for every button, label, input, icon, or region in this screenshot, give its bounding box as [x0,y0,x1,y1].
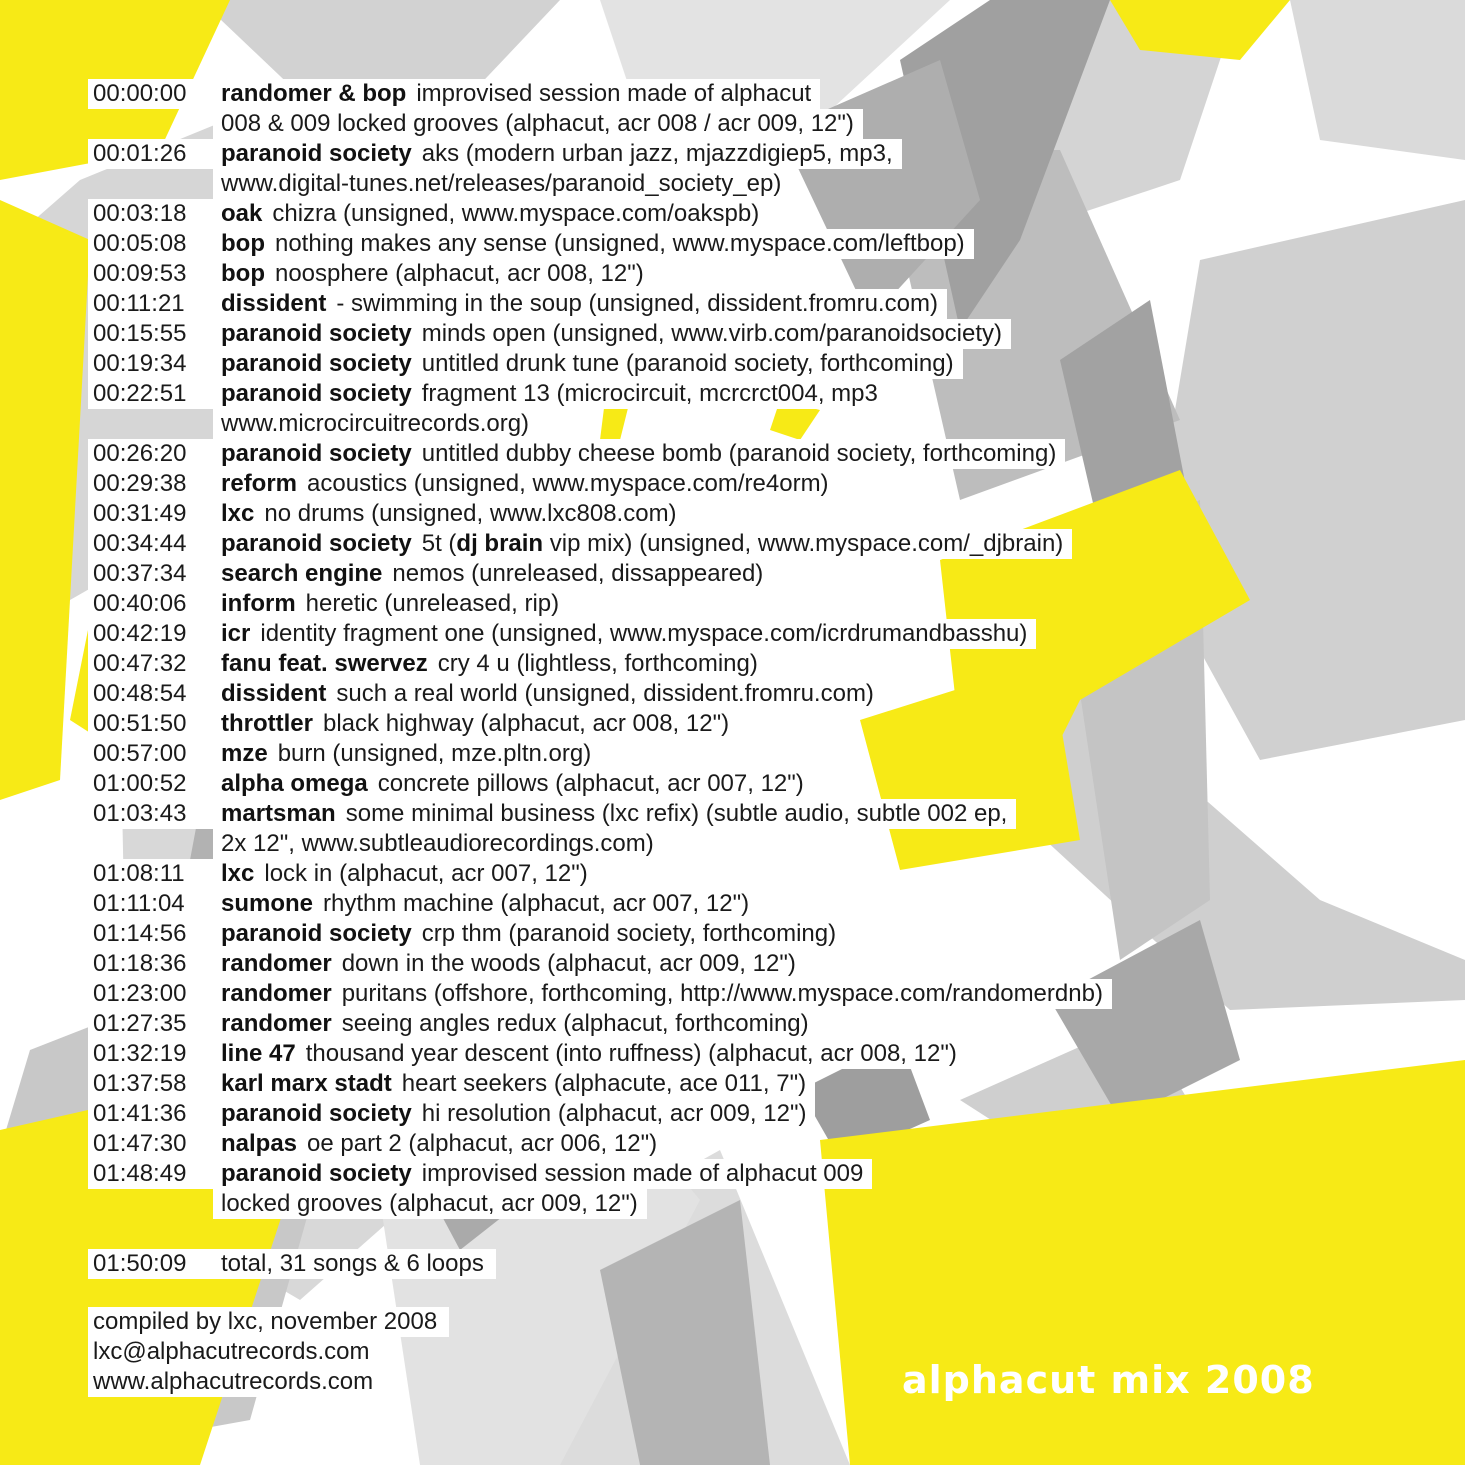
total-text: total, 31 songs & 6 loops [213,1249,496,1279]
tracklist [88,79,1418,1279]
track-time: 01:18:36 [88,949,213,979]
track-artist: paranoid society [221,320,412,347]
track-artist: fanu feat. swervez [221,650,428,677]
track-row [88,79,1418,109]
track-line [213,469,838,499]
website-link[interactable]: www.alphacutrecords.com [88,1367,385,1397]
track-artist: mze [221,740,268,767]
track-line [213,229,974,259]
track-time: 00:51:50 [88,709,213,739]
track-time: 00:42:19 [88,619,213,649]
track-row-continued [88,109,1418,139]
track-title: fragment 13 (microcircuit, mcrcrct004, mp3 [421,380,878,407]
track-artist: paranoid society [221,1160,412,1187]
track-title: rhythm machine (alphacut, acr 007, 12") [323,890,750,917]
track-title: down in the woods (alphacut, acr 009, 12") [341,950,796,977]
track-line [213,739,600,769]
track-title: 5t ( [421,530,457,557]
track-time: 01:47:30 [88,1129,213,1159]
track-artist: paranoid society [221,440,412,467]
track-title: some minimal business (lxc refix) (subtle audio, subtle 002 ep, [345,800,1008,827]
track-title: chizra (unsigned, www.myspace.com/oakspb) [272,200,760,227]
track-row [88,799,1418,829]
track-row [88,499,1418,529]
track-artist: randomer [221,1010,332,1037]
track-row [88,289,1418,319]
track-row [88,589,1418,619]
track-artist: dissident [221,680,327,707]
track-remixer: dj brain [456,530,544,557]
track-title: heretic (unreleased, rip) [305,590,560,617]
track-artist: sumone [221,890,314,917]
track-time: 00:57:00 [88,739,213,769]
track-title: - swimming in the soup (unsigned, dissident.fromru.com) [336,290,938,317]
track-row [88,319,1418,349]
track-row [88,619,1418,649]
track-line [213,1069,815,1099]
track-time: 01:27:35 [88,1009,213,1039]
track-time: 00:37:34 [88,559,213,589]
track-title: minds open (unsigned, www.virb.com/paranoidsociety) [421,320,1003,347]
track-time: 00:01:26 [88,139,213,169]
track-title: crp thm (paranoid society, forthcoming) [421,920,837,947]
track-row [88,259,1418,289]
track-title: untitled dubby cheese bomb (paranoid society, forthcoming) [421,440,1057,467]
track-time: 00:03:18 [88,199,213,229]
track-time: 00:05:08 [88,229,213,259]
track-row-continued [88,169,1418,199]
track-title: noosphere (alphacut, acr 008, 12") [274,260,644,287]
track-time: 01:48:49 [88,1159,213,1189]
track-artist: lxc [221,500,255,527]
time-spacer [88,1189,213,1219]
track-title: burn (unsigned, mze.pltn.org) [277,740,592,767]
track-title: cry 4 u (lightless, forthcoming) [437,650,758,677]
track-time: 00:00:00 [88,79,213,109]
track-time: 00:34:44 [88,529,213,559]
track-title-after: vip mix) (unsigned, www.myspace.com/_djbrain) [543,530,1064,557]
track-line [213,859,597,889]
track-row [88,649,1418,679]
track-artist: paranoid society [221,1100,412,1127]
track-time: 01:14:56 [88,919,213,949]
track-line [213,889,758,919]
track-row [88,709,1418,739]
track-line [213,949,805,979]
track-row [88,889,1418,919]
credits [88,1307,449,1397]
track-time: 00:15:55 [88,319,213,349]
track-row [88,739,1418,769]
track-title: lock in (alphacut, acr 007, 12") [264,860,588,887]
track-artist: karl marx stadt [221,1070,392,1097]
track-title: improvised session made of alphacut 009 [421,1160,864,1187]
track-artist: randomer & bop [221,80,407,107]
track-title: identity fragment one (unsigned, www.myspace.com/icrdrumandbasshu) [260,620,1028,647]
track-line [213,1129,666,1159]
track-line [213,1009,818,1039]
track-artist: reform [221,470,298,497]
track-title: heart seekers (alphacute, ace 011, 7") [401,1070,807,1097]
track-line [213,379,887,409]
track-time: 01:41:36 [88,1099,213,1129]
track-line [213,979,1112,1009]
time-spacer [88,109,213,139]
track-time: 01:32:19 [88,1039,213,1069]
track-row [88,859,1418,889]
track-line [213,289,947,319]
track-row [88,529,1418,559]
track-artist: bop [221,230,265,257]
track-time: 00:40:06 [88,589,213,619]
track-artist: throttler [221,710,313,737]
total-time: 01:50:09 [88,1249,213,1279]
track-time: 00:48:54 [88,679,213,709]
track-row [88,1069,1418,1099]
track-artist: icr [221,620,251,647]
track-line [213,79,820,109]
track-row [88,919,1418,949]
track-title: acoustics (unsigned, www.myspace.com/re4orm) [307,470,829,497]
track-line [213,1039,966,1069]
track-time: 01:00:52 [88,769,213,799]
track-artist: paranoid society [221,530,412,557]
track-line [213,769,813,799]
track-artist: paranoid society [221,380,412,407]
track-time: 01:37:58 [88,1069,213,1099]
track-line [213,619,1036,649]
track-title: improvised session made of alphacut [416,80,812,107]
track-time: 00:19:34 [88,349,213,379]
track-row-continued [88,1189,1418,1219]
track-artist: search engine [221,560,383,587]
track-title: concrete pillows (alphacut, acr 007, 12") [377,770,804,797]
track-artist: bop [221,260,265,287]
track-line [213,529,1072,559]
track-row [88,949,1418,979]
track-line-continued: 008 & 009 locked grooves (alphacut, acr 008 / acr 009, 12") [213,109,863,139]
track-artist: inform [221,590,296,617]
track-title: puritans (offshore, forthcoming, http://www.myspace.com/randomerdnb) [341,980,1103,1007]
track-line-continued: 2x 12", www.subtleaudiorecordings.com) [213,829,663,859]
track-line [213,709,738,739]
track-row [88,439,1418,469]
track-row [88,1129,1418,1159]
track-line [213,499,686,529]
track-row [88,469,1418,499]
track-line [213,199,768,229]
track-title: nemos (unreleased, dissappeared) [392,560,764,587]
track-title: black highway (alphacut, acr 008, 12") [323,710,730,737]
total-row [88,1249,1418,1279]
track-line-continued: www.digital-tunes.net/releases/paranoid_society_ep) [213,169,790,199]
track-line-continued: locked grooves (alphacut, acr 009, 12") [213,1189,647,1219]
track-artist: randomer [221,980,332,1007]
track-row [88,349,1418,379]
track-row [88,1039,1418,1069]
track-row [88,199,1418,229]
track-time: 00:29:38 [88,469,213,499]
track-title: hi resolution (alphacut, acr 009, 12") [421,1100,807,1127]
track-time: 00:26:20 [88,439,213,469]
track-row [88,679,1418,709]
time-spacer [88,829,213,859]
track-artist: paranoid society [221,350,412,377]
track-line [213,259,653,289]
track-time: 01:11:04 [88,889,213,919]
track-row [88,139,1418,169]
track-title: thousand year descent (into ruffness) (alphacut, acr 008, 12") [305,1040,957,1067]
track-row [88,1159,1418,1189]
time-spacer [88,409,213,439]
track-line [213,559,772,589]
track-line [213,1159,872,1189]
track-line [213,919,845,949]
track-artist: martsman [221,800,336,827]
track-title: aks (modern urban jazz, mjazzdigiep5, mp3, [421,140,893,167]
track-title: no drums (unsigned, www.lxc808.com) [264,500,677,527]
track-title: seeing angles redux (alphacut, forthcoming) [341,1010,809,1037]
track-time: 00:47:32 [88,649,213,679]
track-row [88,979,1418,1009]
track-row [88,769,1418,799]
track-line-continued: www.microcircuitrecords.org) [213,409,538,439]
track-row-continued [88,409,1418,439]
track-time: 01:03:43 [88,799,213,829]
track-row [88,1009,1418,1039]
track-artist: alpha omega [221,770,368,797]
track-line [213,439,1065,469]
track-artist: oak [221,200,263,227]
track-time: 00:09:53 [88,259,213,289]
track-line [213,139,902,169]
track-row [88,229,1418,259]
track-line [213,799,1016,829]
track-line [213,649,767,679]
track-line [213,349,963,379]
track-time: 00:11:21 [88,289,213,319]
track-row [88,379,1418,409]
track-artist: line 47 [221,1040,296,1067]
track-title: nothing makes any sense (unsigned, www.myspace.com/leftbop) [274,230,965,257]
track-time: 01:08:11 [88,859,213,889]
track-line [213,319,1011,349]
track-artist: paranoid society [221,920,412,947]
track-time: 00:22:51 [88,379,213,409]
track-artist: dissident [221,290,327,317]
track-row [88,559,1418,589]
track-row [88,1099,1418,1129]
compiled-by: compiled by lxc, november 2008 [88,1307,449,1337]
track-artist: nalpas [221,1130,298,1157]
track-row-continued [88,829,1418,859]
time-spacer [88,169,213,199]
track-time: 00:31:49 [88,499,213,529]
track-line [213,1099,815,1129]
track-line [213,589,568,619]
track-line [213,679,883,709]
track-time: 01:23:00 [88,979,213,1009]
track-title: untitled drunk tune (paranoid society, forthcoming) [421,350,954,377]
email-link[interactable]: lxc@alphacutrecords.com [88,1337,381,1367]
track-artist: randomer [221,950,332,977]
track-title: such a real world (unsigned, dissident.fromru.com) [336,680,874,707]
track-artist: lxc [221,860,255,887]
track-title: oe part 2 (alphacut, acr 006, 12") [307,1130,658,1157]
album-title: alphacut mix 2008 [902,1358,1315,1402]
track-artist: paranoid society [221,140,412,167]
